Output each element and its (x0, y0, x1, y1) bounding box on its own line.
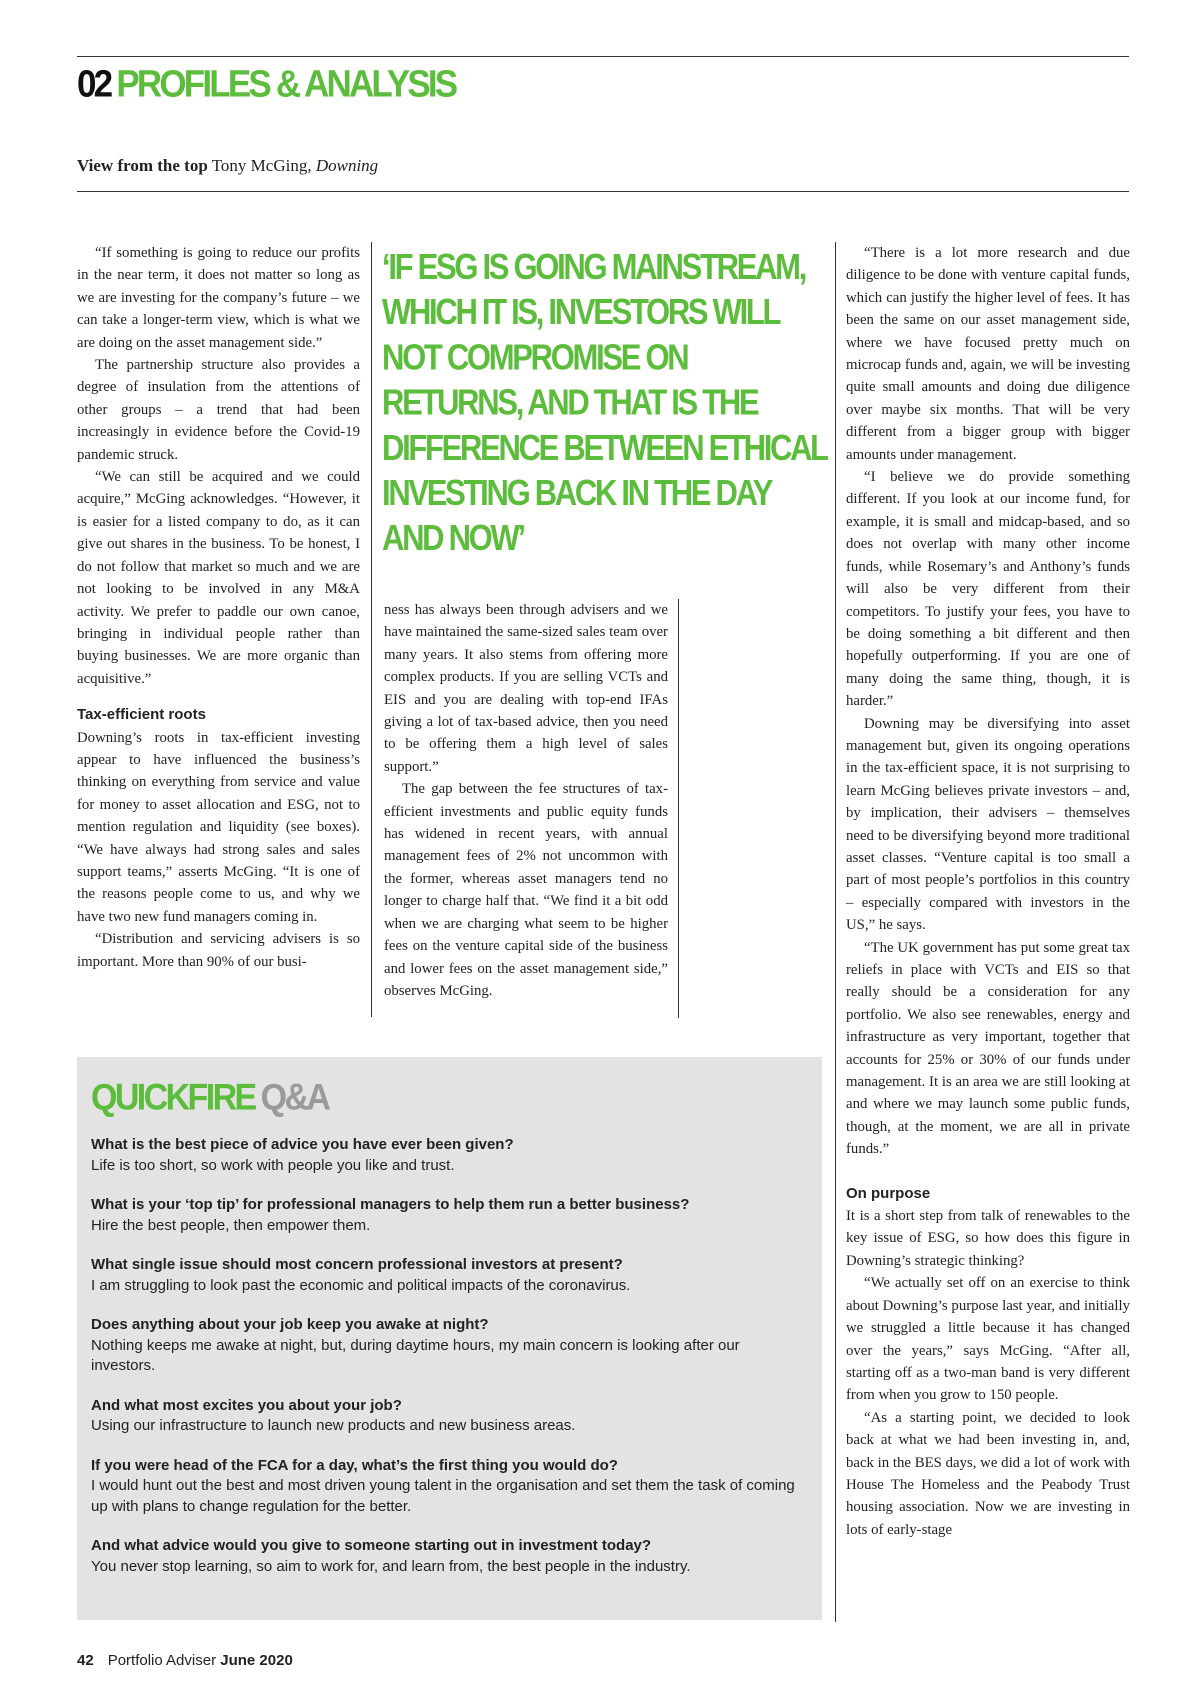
qa-answer: Using our infrastructure to launch new products and new business areas. (91, 1417, 576, 1434)
qa-question: Does anything about your job keep you awake at night? (91, 1316, 489, 1333)
article-column-3 (846, 242, 1130, 1541)
qa-item (91, 1135, 808, 1176)
byline-person: Tony McGing, (211, 156, 312, 175)
qa-answer: Nothing keeps me awake at night, but, during daytime hours, my main concern is looking after our investors. (91, 1336, 740, 1374)
column-divider (678, 599, 679, 1018)
byline-label: View from the top (77, 156, 208, 175)
qa-question: What is your ‘top tip’ for professional managers to help them run a better business? (91, 1196, 690, 1213)
qa-item (91, 1536, 808, 1577)
section-title: PROFILES & ANALYSIS (116, 63, 456, 106)
paragraph: “We can still be acquired and we could acquire,” McGing acknowledges. “However, it is easier for a listed company to do, as it can give out shares in the business. To be honest, I do not follow that market so much and we are not looking to be involved in any M&A activity. We prefer to paddle our own canoe, bringing in individual people rather than buying businesses. We are more organic than acquisitive.” (77, 469, 360, 687)
paragraph: “If something is going to reduce our profits in the near term, it does not matter so long as we are investing for the company’s future – we can take a longer-term view, which is what we are doing on the asset management side.” (77, 245, 360, 351)
subheading-on-purpose: On purpose (846, 1184, 931, 1202)
paragraph: It is a short step from talk of renewables to the key issue of ESG, so how does this figure in Downing’s strategic thinking? (846, 1208, 1130, 1269)
column-divider (371, 242, 372, 1017)
paragraph: “As a starting point, we decided to look back at what we had been investing in, and, back in the BES days, we did a lot of work with House The Homeless and the Peabody Trust housing association. Now we are investing in lots of early-stage (846, 1409, 1130, 1538)
qa-item (91, 1195, 808, 1236)
quickfire-title-green: QUICKFIRE (91, 1077, 255, 1119)
publication-name: Portfolio Adviser (107, 1652, 217, 1669)
paragraph: “The UK government has put some great tax reliefs in place with VCTs and EIS so that really should be a consideration for any portfolio. We also see renewables, energy and infrastructure as very important, together that accounts for 25% or 30% of our funds under management. It is an area we are still looking at and where we may launch some public funds, though, at the moment, we are all in private funds.” (846, 939, 1130, 1158)
page-footer (77, 1652, 293, 1669)
paragraph: Downing may be diversifying into asset management but, given its ongoing operations in the tax-efficient space, it is not surprising to learn McGing believes private investors – and, by implication, their advisers – themselves need to be diversifying beyond more traditional asset classes. “Venture capital is too small a part of most people’s portfolios in this country – especially compared with investors in the US,” he says. (846, 715, 1130, 934)
column-divider (835, 242, 836, 1622)
qa-item (91, 1456, 808, 1518)
subheading-tax-efficient-roots: Tax-efficient roots (77, 706, 206, 724)
paragraph: The partnership structure also provides a degree of insulation from the attentions of other groups – a trend that had been increasingly in evidence before the Covid-19 pandemic struck. (77, 357, 360, 463)
qa-answer: You never stop learning, so aim to work for, and learn from, the best people in the industry. (91, 1557, 691, 1575)
qa-answer: Life is too short, so work with people you like and trust. (91, 1156, 455, 1174)
paragraph: ness has always been through advisers and we have maintained the same-sized sales team over many years. It also stems from offering more complex products. If you are selling VCTs and EIS and you are dealing with top-end IFAs giving a lot of tax-based advice, then you need to be offering them a high level of sales support.” (384, 602, 668, 775)
paragraph: “There is a lot more research and due diligence to be done with venture capital funds, which can justify the higher level of fees. It has been the same on our asset management side, where we have focused pretty much on microcap funds and, again, we will be investing quite small amounts and doing due diligence over maybe six months. That will be very different from a bigger group with bigger amounts under management. (846, 245, 1130, 463)
section-header (77, 62, 455, 107)
page-number: 42 (77, 1652, 94, 1669)
qa-question: What single issue should most concern professional investors at present? (91, 1256, 623, 1273)
qa-item (91, 1315, 808, 1377)
byline (77, 156, 378, 176)
paragraph: “We actually set off on an exercise to think about Downing’s purpose last year, and initially we struggled a little because it has changed over the years,” says McGing. “After all, starting off as a two-man band is very different from when you grow to 150 people. (846, 1275, 1130, 1404)
paragraph: “I believe we do provide something different. If you look at our income fund, for example, it is small and midcap-based, and so does not overlap with many other income funds, while Rosemary’s and Anthony’s funds will also be very different from their competitors. To justify your fees, you have to be doing something a bit different and then hopefully outperforming. If you are one of many doing the same thing, though, it is harder.” (846, 469, 1130, 710)
byline-company: Downing (315, 156, 379, 175)
qa-item (91, 1396, 808, 1437)
article-column-2 (384, 599, 668, 1002)
qa-item (91, 1255, 808, 1296)
issue-date: June 2020 (220, 1652, 293, 1669)
section-number: 02 (77, 63, 111, 106)
paragraph: The gap between the fee structures of tax-efficient investments and public equity funds has widened in recent years, with annual management fees of 2% not uncommon with the former, whereas asset managers tend no longer to charge half that. “We find it a bit odd when we are charging what seem to be higher fees on the venture capital side of the business and lower fees on the asset management side,” observes McGing. (384, 781, 668, 999)
qa-answer: Hire the best people, then empower them. (91, 1216, 371, 1234)
qa-question: If you were head of the FCA for a day, what’s the first thing you would do? (91, 1456, 618, 1474)
article-column-1 (77, 242, 360, 973)
qa-question: What is the best piece of advice you have ever been given? (91, 1136, 514, 1153)
top-rule (77, 56, 1129, 57)
quickfire-qa-box (77, 1057, 822, 1620)
byline-rule (77, 191, 1129, 192)
qa-question: And what most excites you about your job? (91, 1396, 402, 1414)
paragraph: Downing’s roots in tax-efficient investing appear to have influenced the business’s thinking on everything from service and value for money to asset allocation and ESG, not to mention regulation and liquidity (see boxes). “We have always had strong sales and sales support teams,” asserts McGing. “It is one of the reasons people come to us, and why we have two new fund managers coming in. (77, 729, 360, 925)
paragraph: “Distribution and servicing advisers is so important. More than 90% of our busi- (77, 931, 360, 970)
quickfire-title (91, 1075, 808, 1120)
qa-question: And what advice would you give to someone starting out in investment today? (91, 1537, 652, 1554)
quickfire-title-grey: Q&A (260, 1077, 329, 1119)
pull-quote: ‘IF ESG IS GOING MAINSTREAM, WHICH IT IS, INVESTORS WILL NOT COMPROMISE ON RETURNS, AND THAT IS THE DIFFERENCE BETWEEN ETHICAL INVESTING BACK IN THE DAY AND NOW’ (382, 246, 827, 559)
qa-answer: I would hunt out the best and most driven young talent in the organisation and set them the task of coming up with plans to change regulation for the better. (91, 1477, 795, 1515)
qa-answer: I am struggling to look past the economic and political impacts of the coronavirus. (91, 1276, 631, 1294)
